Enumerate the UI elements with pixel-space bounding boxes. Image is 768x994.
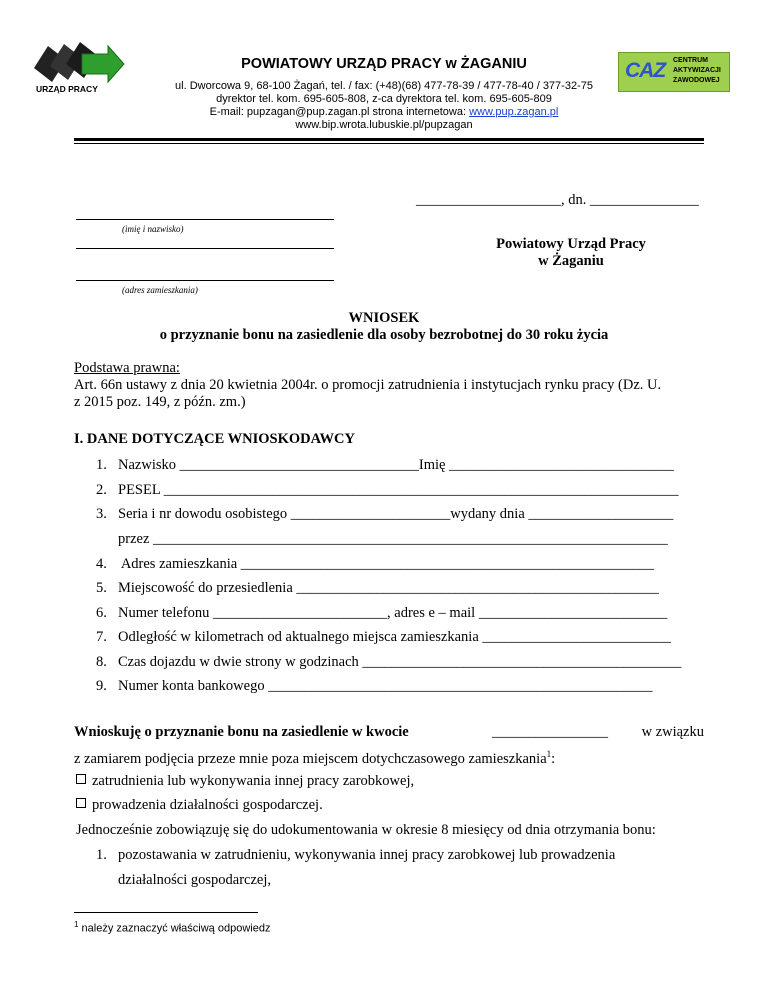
address-line-1[interactable] [76, 248, 334, 249]
pup-logo-text: URZĄD PRACY [36, 84, 98, 94]
caz-logo-line-2: AKTYWIZACJI [673, 67, 721, 74]
office-phones: dyrektor tel. kom. 695-605-808, z-ca dyrektora tel. kom. 695-605-809 [216, 93, 552, 105]
office-website-link[interactable]: www.pup.zagan.pl [469, 106, 559, 118]
form-subtitle: o przyznanie bonu na zasiedlenie dla osoby bezrobotnej do 30 roku życia [159, 327, 609, 343]
field-row-issued-by[interactable] [96, 531, 668, 548]
field-number: 7. [96, 629, 107, 645]
address-line-2[interactable] [76, 280, 334, 281]
field-text: Seria i nr dowodu osobistego ______________________wydany dnia ____________________ [118, 506, 674, 522]
addressee-line-1: Powiatowy Urząd Pracy [496, 236, 646, 252]
footnote-text: należy zaznaczyć właściwą odpowiedz [81, 922, 271, 935]
field-row-id-card[interactable] [96, 506, 673, 523]
field-row-distance[interactable] [96, 629, 671, 646]
place-date-field[interactable]: ____________________, dn. _______________ [416, 192, 699, 208]
field-text: Nazwisko _________________________________Imię _______________________________ [118, 457, 674, 473]
field-row-relocation-place[interactable] [96, 580, 659, 597]
commitment-text: Jednocześnie zobowiązuję się do udokumentowania w okresie 8 miesięcy od dnia otrzymania bonu: [76, 822, 656, 838]
footnote-rule [74, 912, 258, 913]
commitment-item-line-1: pozostawania w zatrudnieniu, wykonywania innej pracy zarobkowej lub prowadzenia [118, 847, 616, 863]
option-business-label: prowadzenia działalności gospodarczej. [92, 797, 323, 813]
field-row-phone-email[interactable] [96, 605, 667, 622]
field-number: 5. [96, 580, 107, 596]
name-label: (imię i nazwisko) [122, 224, 184, 234]
field-text: przez _______________________________________________________________________ [118, 531, 668, 547]
field-row-bank-account[interactable] [96, 678, 652, 695]
field-number: 9. [96, 678, 107, 694]
field-row-commute-time[interactable] [96, 654, 681, 671]
field-text: Numer konta bankowego _____________________________________________________ [118, 678, 653, 694]
field-text: Czas dojazdu w dwie strony w godzinach ____________________________________________ [118, 654, 682, 670]
caz-logo-line-1: CENTRUM [673, 57, 708, 64]
request-line-2-text: z zamiarem podjęcia przeze mnie poza miejscem dotychczasowego zamieszkania [74, 750, 547, 767]
office-address: ul. Dworcowa 9, 68-100 Żagań, tel. / fax: (+48)(68) 477-78-39 / 477-78-40 / 377-32-75 [175, 80, 593, 92]
legal-basis-text-2: z 2015 poz. 149, z późn. zm.) [74, 394, 246, 410]
option-employment[interactable] [76, 773, 414, 790]
header-rule-thin [74, 143, 704, 144]
caz-logo-line-3: ZAWODOWEJ [673, 77, 720, 84]
footnote [74, 920, 270, 935]
commitment-item-number: 1. [96, 847, 107, 863]
request-line-1 [74, 724, 704, 741]
office-email: E-mail: pupzagan@pup.zagan.pl strona internetowa: [209, 106, 470, 118]
footnote-ref: 1 [546, 749, 552, 759]
header-rule-thick [74, 138, 704, 141]
name-line[interactable] [76, 219, 334, 220]
request-text-bold: Wnioskuję o przyznanie bonu na zasiedlenie w kwocie [74, 724, 409, 740]
request-line-2 [74, 749, 555, 768]
office-contact [0, 106, 768, 119]
legal-basis-label: Podstawa prawna: [74, 360, 180, 376]
field-text: PESEL _______________________________________________________________________ [118, 482, 679, 498]
address-label: (adres zamieszkania) [122, 285, 198, 295]
commitment-item-line-2: działalności gospodarczej, [118, 872, 271, 888]
commitment-item-1 [96, 847, 615, 864]
option-employment-label: zatrudnienia lub wykonywania innej pracy zarobkowej, [92, 773, 415, 789]
form-title: WNIOSEK [348, 310, 420, 326]
office-bip: www.bip.wrota.lubuskie.pl/pupzagan [295, 119, 473, 131]
field-text: Numer telefonu ________________________, adres e – mail __________________________ [118, 605, 668, 621]
field-row-pesel[interactable] [96, 482, 679, 499]
field-row-address[interactable] [96, 556, 654, 573]
field-number: 6. [96, 605, 107, 621]
field-number: 3. [96, 506, 107, 522]
field-text: Odległość w kilometrach od aktualnego miejsca zamieszkania __________________________ [118, 629, 671, 645]
option-business[interactable] [76, 797, 323, 814]
field-text: Adres zamieszkania _________________________________________________________ [118, 556, 655, 572]
request-text-end: w związku [641, 724, 704, 740]
field-number: 4. [96, 556, 107, 572]
request-amount-field[interactable]: ________________ [492, 724, 608, 740]
section-title: I. DANE DOTYCZĄCE WNIOSKODAWCY [74, 431, 355, 447]
field-number: 1. [96, 457, 107, 473]
field-number: 2. [96, 482, 107, 498]
request-line-2-end: : [551, 750, 556, 767]
field-text: Miejscowość do przesiedlenia __________________________________________________ [118, 580, 659, 596]
caz-logo-mark: CAZ [625, 59, 666, 82]
office-title: POWIATOWY URZĄD PRACY w ŻAGANIU [241, 56, 527, 72]
field-row-surname[interactable] [96, 457, 674, 474]
field-number: 8. [96, 654, 107, 670]
checkbox-business[interactable] [76, 798, 86, 808]
footnote-number: 1 [74, 920, 79, 929]
addressee-line-2: w Żaganiu [538, 253, 604, 269]
checkbox-employment[interactable] [76, 774, 86, 784]
legal-basis-text-1: Art. 66n ustawy z dnia 20 kwietnia 2004r. o promocji zatrudnienia i instytucjach rynku pracy (Dz. U. [74, 377, 662, 393]
